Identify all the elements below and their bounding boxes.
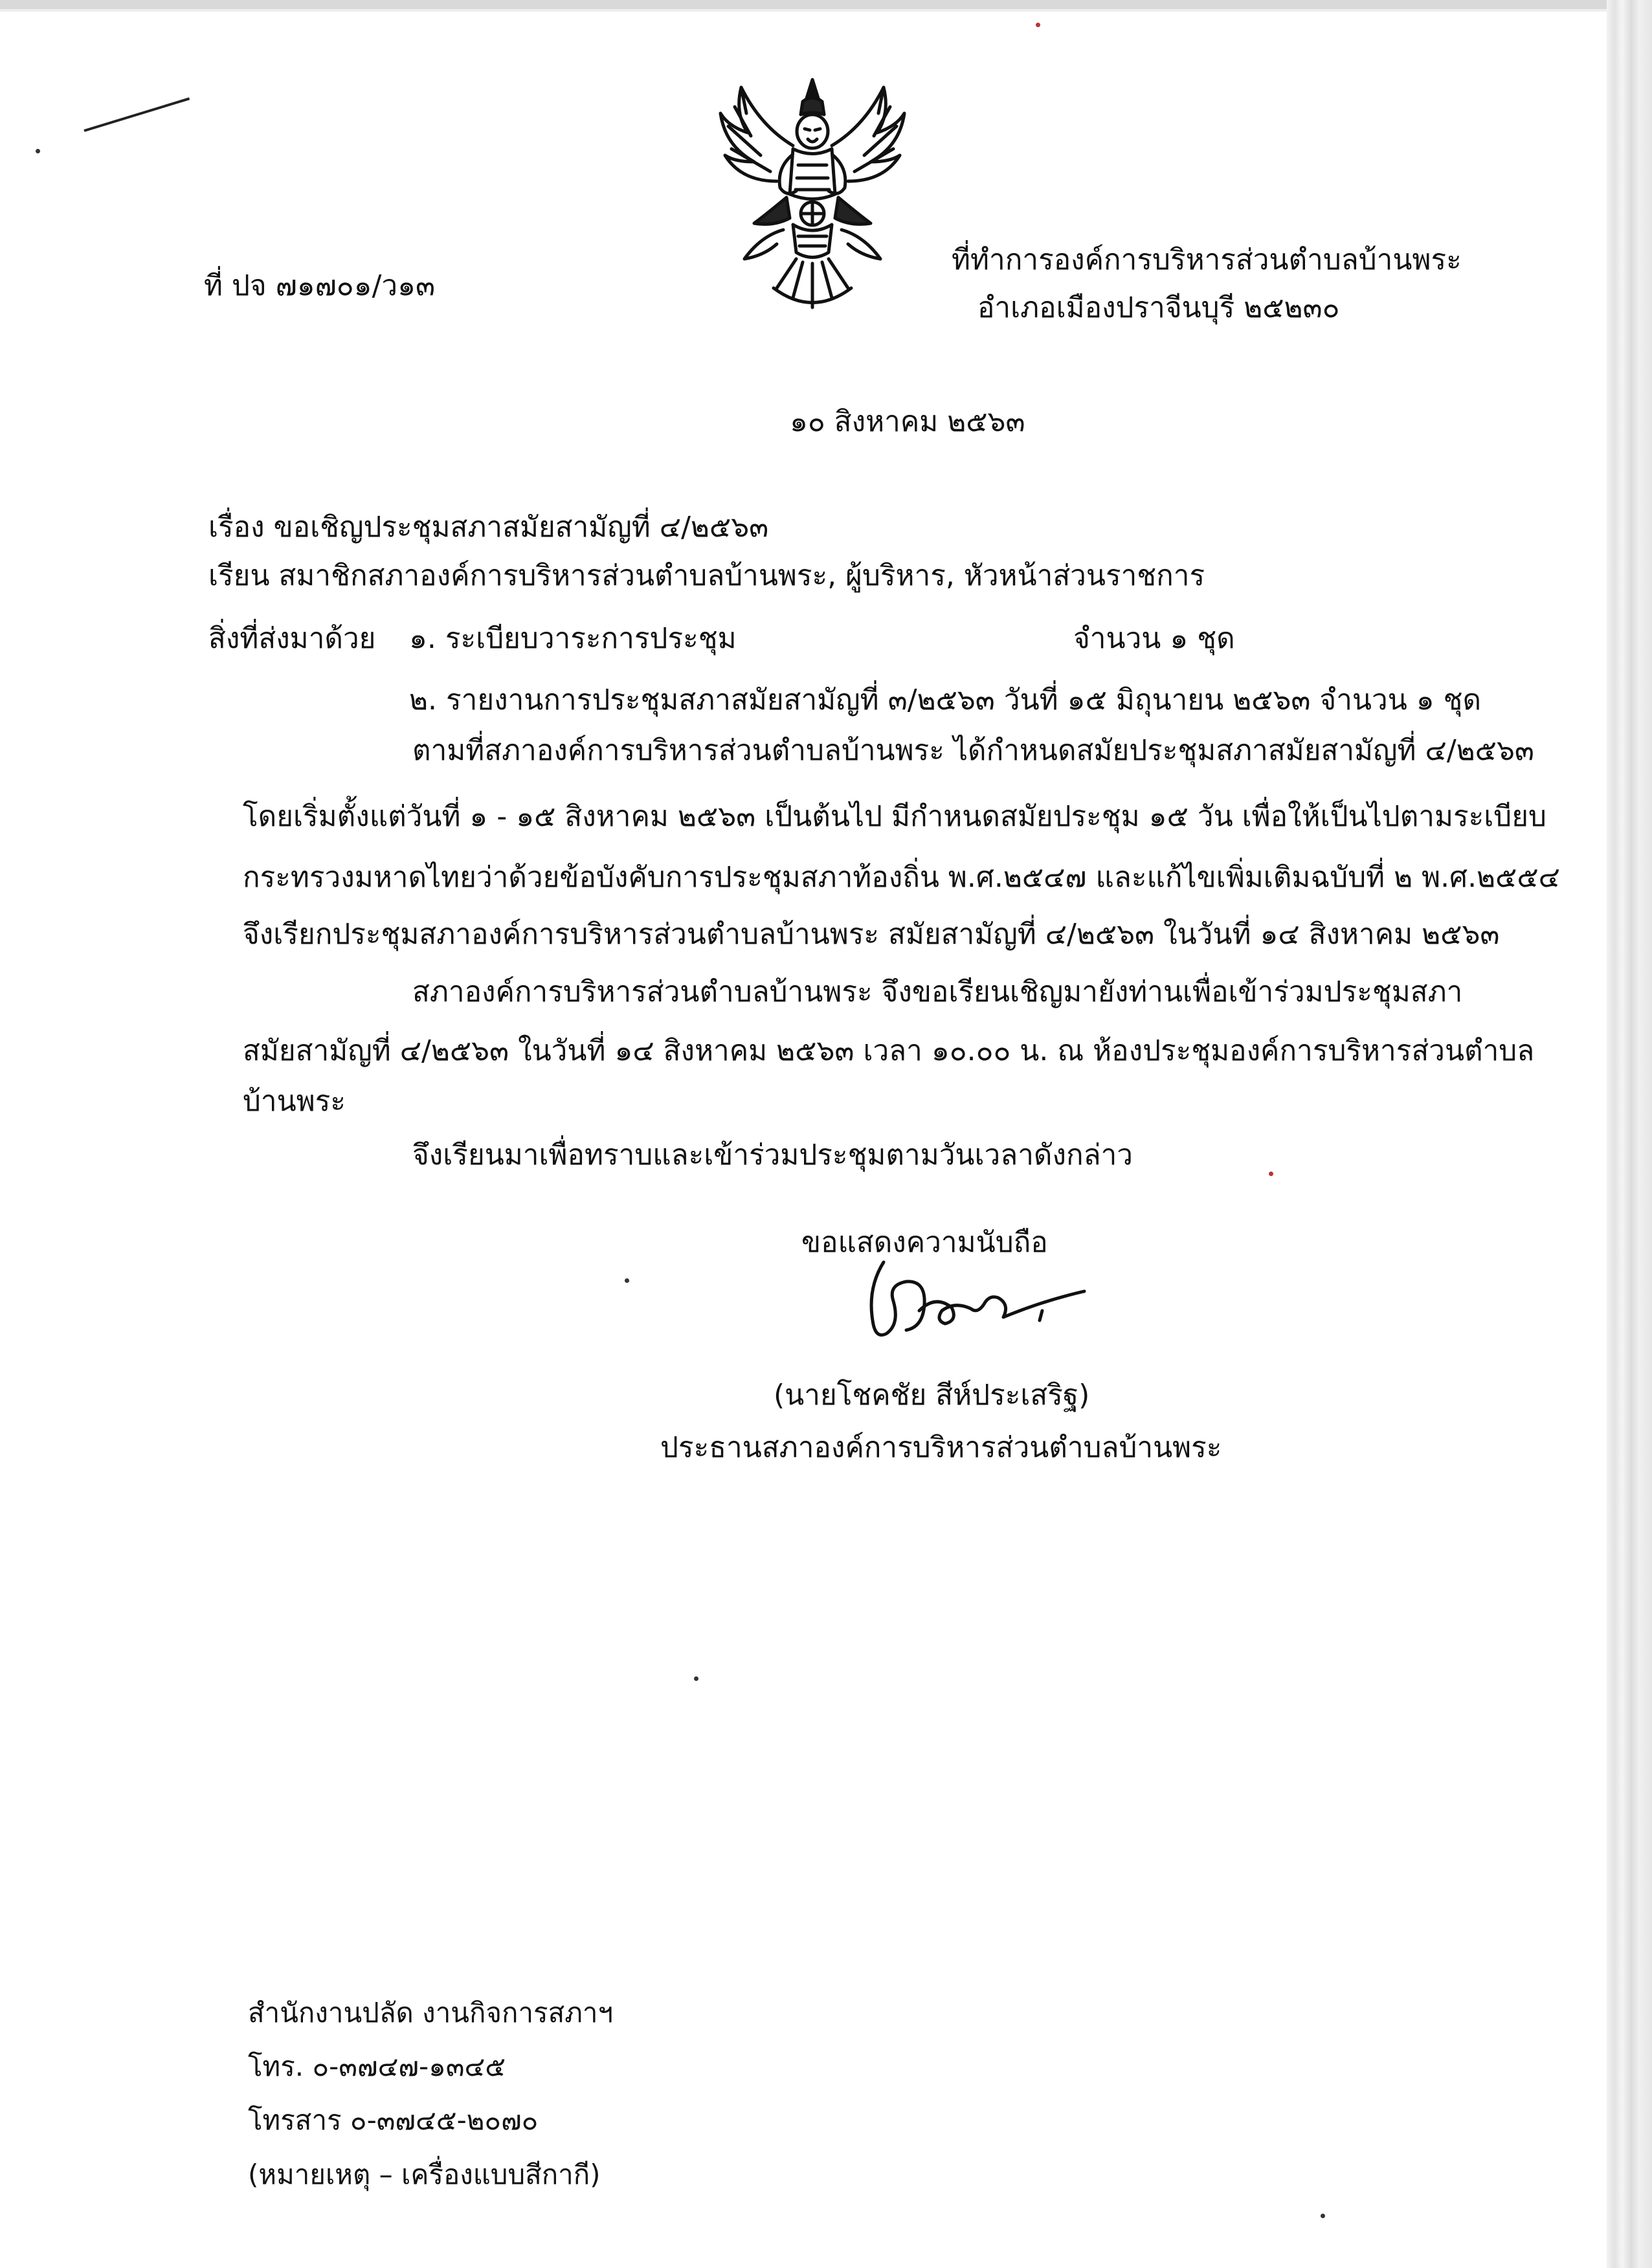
footer-fax: โทรสาร ๐-๓๗๔๕-๒๐๗๐ — [248, 2104, 539, 2136]
paragraph-1-line-4: จึงเรียกประชุมสภาองค์การบริหารส่วนตำบลบ้านพระ สมัยสามัญที่ ๔/๒๕๖๓ ในวันที่ ๑๔ สิงหาคม ๒๕๖๓ — [243, 918, 1500, 951]
paragraph-1-line-1: ตามที่สภาองค์การบริหารส่วนตำบลบ้านพระ ได้กำหนดสมัยประชุมสภาสมัยสามัญที่ ๔/๒๕๖๓ — [412, 734, 1534, 767]
scan-speck — [1321, 2214, 1325, 2218]
sender-address-line-1: ที่ทำการองค์การบริหารส่วนตำบลบ้านพระ — [952, 243, 1462, 276]
enclosures-label: สิ่งที่ส่งมาด้วย — [208, 622, 376, 655]
signer-name: (นายโชคชัย สีห์ประเสริฐ) — [774, 1379, 1090, 1412]
paragraph-2-line-2: สมัยสามัญที่ ๔/๒๕๖๓ ในวันที่ ๑๔ สิงหาคม ๒๕๖๓ เวลา ๑๐.๐๐ น. ณ ห้องประชุมองค์การบริหารส่วนตำบล — [243, 1034, 1535, 1067]
scan-top-edge-highlight — [0, 9, 1652, 12]
scan-right-edge — [1607, 0, 1652, 2268]
paragraph-1-line-2: โดยเริ่มตั้งแต่วันที่ ๑ - ๑๕ สิงหาคม ๒๕๖๓ เป็นต้นไป มีกำหนดสมัยประชุม ๑๕ วัน เพื่อให้เป็นไปตามระเบียบ — [243, 800, 1546, 833]
handwritten-signature — [848, 1249, 1094, 1366]
footer-office: สำนักงานปลัด งานกิจการสภาฯ — [248, 1997, 614, 2029]
sender-address-line-2: อำเภอเมืองปราจีนบุรี ๒๕๒๓๐ — [977, 291, 1340, 324]
signer-position: ประธานสภาองค์การบริหารส่วนตำบลบ้านพระ — [660, 1431, 1222, 1464]
reference-number: ที่ ปจ ๗๑๗๐๑/ว๑๓ — [204, 269, 436, 302]
scan-speck — [1036, 23, 1040, 27]
subject-line: เรื่อง ขอเชิญประชุมสภาสมัยสามัญที่ ๔/๒๕๖๓ — [208, 511, 769, 544]
paragraph-1-line-3: กระทรวงมหาดไทยว่าด้วยข้อบังคับการประชุมสภาท้องถิ่น พ.ศ.๒๕๔๗ และแก้ไขเพิ่มเติมฉบับที่ ๒ พ.ศ.๒๕๕๔ — [243, 861, 1560, 894]
footer-note: (หมายเหตุ – เครื่องแบบสีกากี) — [248, 2159, 601, 2190]
garuda-emblem-icon — [715, 74, 910, 314]
enclosure-item-1-quantity: จำนวน ๑ ชุด — [1073, 622, 1235, 655]
recipient-line: เรียน สมาชิกสภาองค์การบริหารส่วนตำบลบ้านพระ, ผู้บริหาร, หัวหน้าส่วนราชการ — [208, 559, 1205, 592]
scan-top-edge — [0, 0, 1652, 9]
scan-speck — [36, 149, 40, 153]
scan-speck — [1269, 1172, 1273, 1176]
closing-salutation: ขอแสดงความนับถือ — [801, 1226, 1048, 1259]
scan-speck — [625, 1278, 629, 1283]
footer-phone: โทร. ๐-๓๗๔๗-๑๓๔๕ — [248, 2051, 506, 2082]
enclosure-item-2: ๒. รายงานการประชุมสภาสมัยสามัญที่ ๓/๒๕๖๓ วันที่ ๑๕ มิถุนายน ๒๕๖๓ จำนวน ๑ ชุด — [409, 684, 1482, 717]
paragraph-2-line-3: บ้านพระ — [243, 1085, 346, 1118]
paragraph-2-line-1: สภาองค์การบริหารส่วนตำบลบ้านพระ จึงขอเรียนเชิญมายังท่านเพื่อเข้าร่วมประชุมสภา — [412, 975, 1463, 1008]
letter-date: ๑๐ สิงหาคม ๒๕๖๓ — [790, 405, 1025, 438]
enclosure-item-1: ๑. ระเบียบวาระการประชุม — [409, 622, 737, 655]
scan-speck — [694, 1676, 698, 1681]
pen-stroke-mark — [84, 97, 190, 132]
paragraph-3: จึงเรียนมาเพื่อทราบและเข้าร่วมประชุมตามวันเวลาดังกล่าว — [412, 1139, 1133, 1172]
